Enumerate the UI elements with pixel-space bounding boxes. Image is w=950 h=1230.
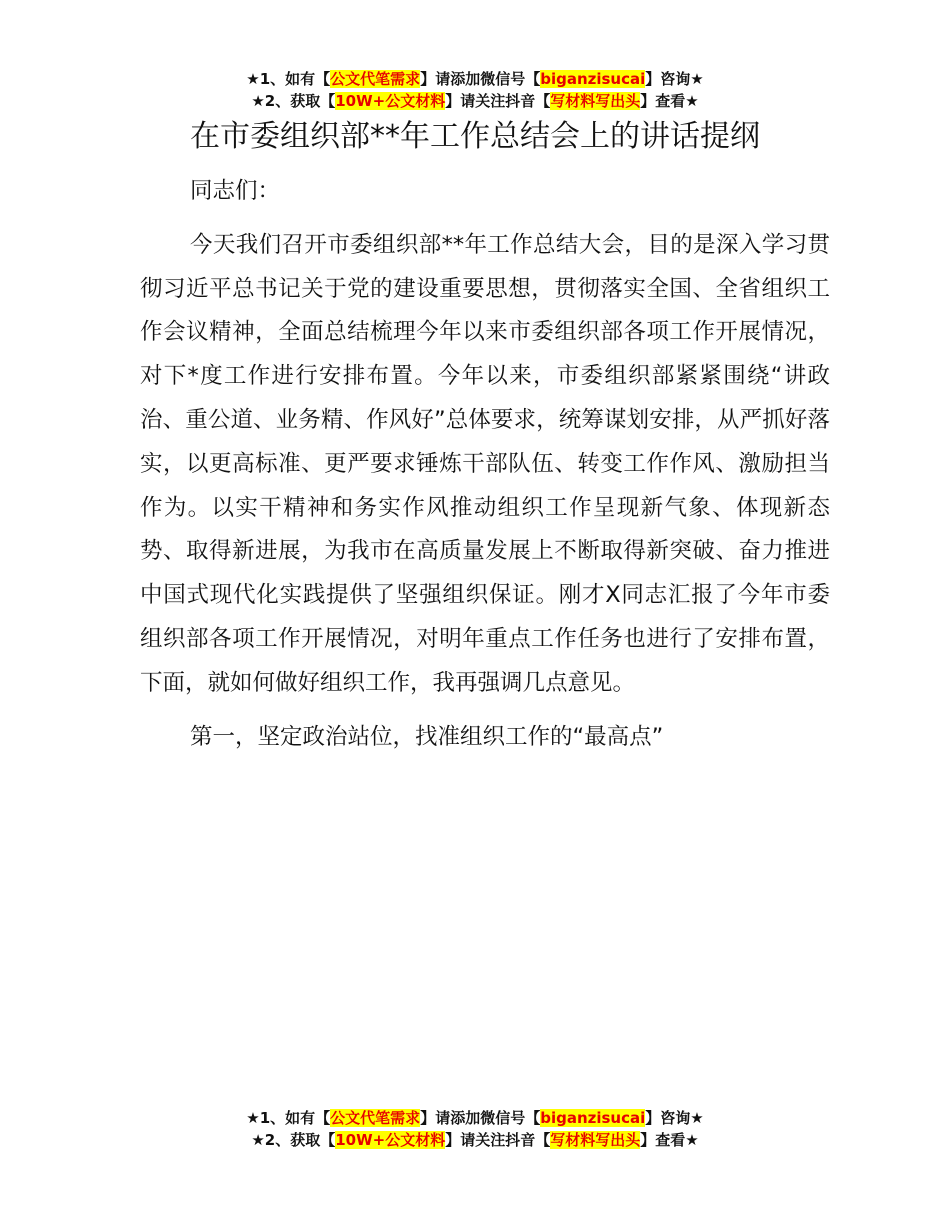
promo-highlight: 写材料写出头: [550, 1131, 641, 1149]
promo-line-2: [0, 1129, 950, 1151]
promo-text: ★1、如有【: [246, 70, 331, 88]
promo-text: 】请添加微信号【: [420, 1109, 541, 1127]
document-title: 在市委组织部**年工作总结会上的讲话提纲: [190, 119, 760, 154]
promo-text: 】查看★: [640, 92, 699, 110]
promo-highlight: 10W+公文材料: [335, 92, 446, 110]
promo-text: 】查看★: [640, 1131, 699, 1149]
promo-highlight: 公文代笔需求: [330, 1109, 421, 1127]
promo-highlight: biganzisucai: [540, 1109, 646, 1127]
footer-promo-banner: [0, 1107, 950, 1151]
document-body: [140, 170, 830, 759]
promo-line-1: [0, 68, 950, 90]
promo-highlight: biganzisucai: [540, 70, 646, 88]
promo-text: 】请添加微信号【: [420, 70, 541, 88]
promo-line-1: [0, 1107, 950, 1129]
promo-text: ★2、获取【: [251, 1131, 336, 1149]
salutation: 同志们：: [190, 178, 281, 204]
promo-highlight: 公文代笔需求: [330, 70, 421, 88]
promo-text: ★1、如有【: [246, 1109, 331, 1127]
promo-text: 】咨询★: [645, 1109, 704, 1127]
section-heading: 第一，坚定政治站位，找准组织工作的“最高点”: [190, 723, 664, 750]
promo-text: ★2、获取【: [251, 92, 336, 110]
promo-highlight: 写材料写出头: [550, 92, 641, 110]
promo-highlight: 10W+公文材料: [335, 1131, 446, 1149]
header-promo-banner: [0, 68, 950, 112]
promo-text: 】咨询★: [645, 70, 704, 88]
body-paragraph: 今天我们召开市委组织部**年工作总结大会，目的是深入学习贯彻习近平总书记关于党的建设重要思想，贯彻落实全国、全省组织工作会议精神，全面总结梳理今年以来市委组织部各项工作开展情况，对下*度工作进行安排布置。今年以来，市委组织部紧紧围绕“讲政治、重公道、业务精、作风好”总体要求，统筹谋划安排，从严抓好落实，以更高标准、更严要求锤炼干部队伍、转变工作作风、激励担当作为。以实干精神和务实作风推动组织工作呈现新气象、体现新态势、取得新进展，为我市在高质量发展上不断取得新突破、奋力推进中国式现代化实践提供了坚强组织保证。刚才X同志汇报了今年市委组织部各项工作开展情况，对明年重点工作任务也进行了安排布置，下面，就如何做好组织工作，我再强调几点意见。: [140, 231, 830, 696]
promo-line-2: [0, 90, 950, 112]
promo-text: 】请关注抖音【: [445, 92, 551, 110]
promo-text: 】请关注抖音【: [445, 1131, 551, 1149]
